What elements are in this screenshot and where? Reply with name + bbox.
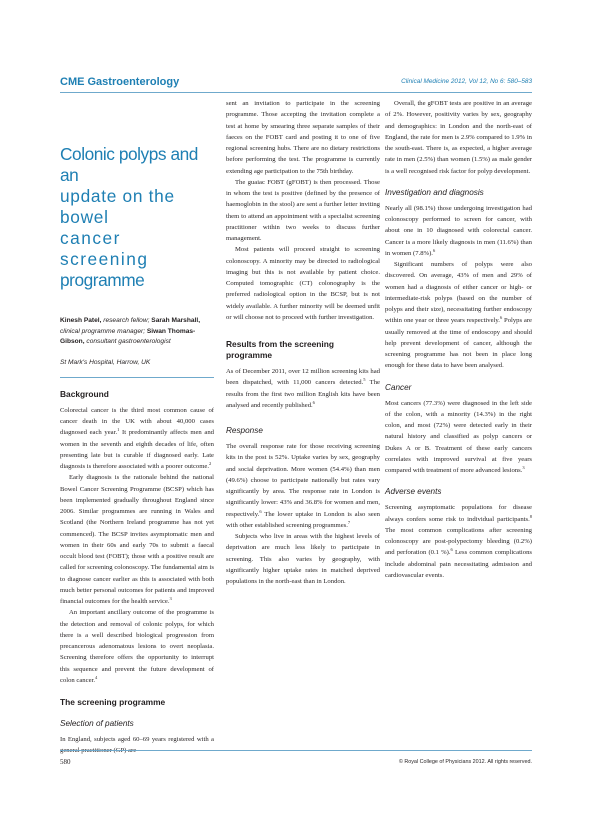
paragraph: An important ancillary outcome of the programme is the detection and removal of colonic polyps, for which there is a well described biological progression from precancerous adenomatous lesions to overt neoplasia. Screening therefore offers the opportunity to interrupt this sequence and prevent the future development of colon cancer.$^4$ bbox=[60, 609, 214, 684]
subheading-selection: Selection of patients bbox=[60, 719, 134, 729]
paragraph: Nearly all (98.1%) those undergoing investigation had colonoscopy performed to screen for cancer, with about one in 10 diagnosed with colorectal cancer. Cancer is a more likely diagnosis in men (11.6%) than in women (7.8%).$^6$ bbox=[385, 204, 532, 257]
paragraph: The guaiac FOBT (gFOBT) is then processed. Those in whom the test is positive (defined by the presence of haemoglobin in the stool) are sent a further letter inviting them to attend an appointment with a specialist screening practitioner within two weeks to discuss further management. bbox=[226, 178, 380, 242]
paragraph: As of December 2011, over 12 million screening kits had been dispatched, with 11,000 cancers detected.$^5$ The results from the first two million English kits have been analysed and recently published.$^6$ bbox=[226, 368, 380, 409]
article-title bbox=[60, 144, 214, 291]
paragraph: Screening asymptomatic populations for disease always confers some risk to individual participants.$^8$ The most common complications after screening colonoscopy are post-polypectomy bleeding (0.2%) and perforation (0.1 %).$^6$ Less common complications include abdominal pain necessitating admission and cardiovascular events. bbox=[385, 504, 532, 579]
header-rule bbox=[60, 92, 532, 93]
title-line-1: Colonic polyps and an bbox=[60, 144, 198, 185]
copyright-notice: © Royal College of Physicians 2012. All rights reserved. bbox=[398, 759, 532, 765]
heading-results: Results from the screening programme bbox=[226, 339, 334, 360]
section-heading: CME Gastroenterology bbox=[60, 76, 180, 88]
column-1 bbox=[60, 98, 214, 757]
subheading-cancer: Cancer bbox=[385, 382, 412, 392]
page-number: 580 bbox=[60, 758, 71, 766]
title-rule bbox=[60, 377, 214, 378]
paragraph: Most cancers (77.3%) were diagnosed in the left side of the colon, with a minority (14.3%) in the right colon, and most (72%) were detected early in their natural history and classified as polyp cancers or Dukes A or B. Treatment of these early cancers correlates with improved survival at five years compared with treatment of more advanced lesions.$^3$ bbox=[385, 399, 532, 474]
paragraph: Significant numbers of polyps were also discovered. On average, 43% of men and 29% of women had a diagnosis of either cancer or high- or intermediate-risk polyps (based on the number of polyps and their size), necessitating further endoscopy within one year or three years respectively.$^6$ Polyps are usually removed at the time of endoscopy and should help prevent development of cancer, although the screening programme has not been in place long enough for these data to have been analysed. bbox=[385, 261, 533, 370]
paragraph: Colorectal cancer is the third most common cause of cancer death in the UK with about 40,000 cases diagnosed each year.$^1$ It predominantly affects men and women in the seventh and eighth decades of life, often presenting late but is curable if diagnosed early. Late diagnosis is therefore associated with a poorer outcome.$^2$ bbox=[60, 406, 214, 471]
author-name: Siwan Thomas-Gibson, bbox=[60, 327, 196, 346]
heading-background: Background bbox=[60, 388, 109, 399]
paragraph: Subjects who live in areas with the highest levels of deprivation are much less likely to participate in screening. This also varies by geography, with significantly higher uptake rates in matched deprived populations in the north-east than in London. bbox=[226, 533, 380, 585]
subheading-adverse-events: Adverse events bbox=[385, 487, 442, 497]
subheading-response: Response bbox=[226, 426, 263, 435]
heading-screening-programme: The screening programme bbox=[60, 697, 166, 708]
title-line-4: programme bbox=[60, 270, 145, 290]
author-name: Kinesh Patel, bbox=[60, 317, 102, 324]
author-list bbox=[60, 316, 214, 348]
paragraph: sent an invitation to participate in the screening programme. Those accepting the invitation complete a test at home by smearing three separate samples of their faeces on the FOBT card and posting it to one of five regional screening hubs. There are no dietary restrictions before performing the test. The programme is currently extending age participation to the 75th birthday. bbox=[226, 100, 380, 175]
author-role: consultant gastroenterologist bbox=[86, 338, 171, 346]
author-name: Sarah Marshall, bbox=[151, 317, 201, 324]
journal-reference: Clinical Medicine 2012, Vol 12, No 6: 580–583 bbox=[401, 78, 532, 85]
paragraph: Overall, the gFOBT tests are positive in an average of 2%. However, positivity varies by sex, geography and demographics: in London and the north-east of England, the rate for men is 2.9% compared to 1.9% in the south-east. There is, as expected, a higher average rate in men (2.5%) than women (1.5%) as male gender is a well recognised risk factor for polyp development. bbox=[385, 100, 532, 175]
author-role: research fellow; bbox=[103, 317, 150, 324]
affiliation: St Mark's Hospital, Harrow, UK bbox=[60, 358, 151, 366]
author-role: clinical programme manager; bbox=[60, 327, 146, 335]
title-line-2: update on the bowel bbox=[60, 186, 175, 227]
column-2 bbox=[226, 98, 380, 587]
column-3 bbox=[385, 98, 532, 581]
footer-rule bbox=[60, 750, 532, 751]
title-line-3: cancer screening bbox=[60, 228, 149, 269]
subheading-investigation: Investigation and diagnosis bbox=[385, 187, 484, 197]
paragraph: The overall response rate for those receiving screening kits in the post is 52%. Uptake varies by sex, geography and social deprivation. More women (54.4%) than men (49.6%) choose to participate nationally but rates vary significantly by area. The response rate in London is significantly lower: 43% and 36.8% for women and men, respectively.$^6$ The lower uptake in London is also seen with other established screening programmes.$^7$ bbox=[226, 443, 380, 529]
paragraph: Most patients will proceed straight to screening colonoscopy. A minority may be directed to radiological imaging but this is not available by patient choice. Computed tomographic (CT) colonography is the preferred radiological option in the BCSP, but is not widely available. A further minority will be deemed unfit or will choose not to proceed with further investigation. bbox=[226, 246, 380, 321]
paragraph: Early diagnosis is the rationale behind the national Bowel Cancer Screening Programme (BCSP) which has been implemented gradually throughout England since 2006. Similar programmes are running in Wales and Scotland (the Northern Ireland programme has not yet commenced). The BCSP invites asymptomatic men and women in their 60s and early 70s to submit a faecal occult blood test (FOBT); those with a positive result are called for screening colonoscopy. The fundamental aim is to diagnose cancer earlier as this is associated with both much better personal outcomes for patients and improved financial outcomes for the health service.$^3$ bbox=[60, 474, 214, 606]
paragraph: In England, subjects aged 60–69 years registered with a general practitioner (GP) are bbox=[60, 736, 214, 755]
